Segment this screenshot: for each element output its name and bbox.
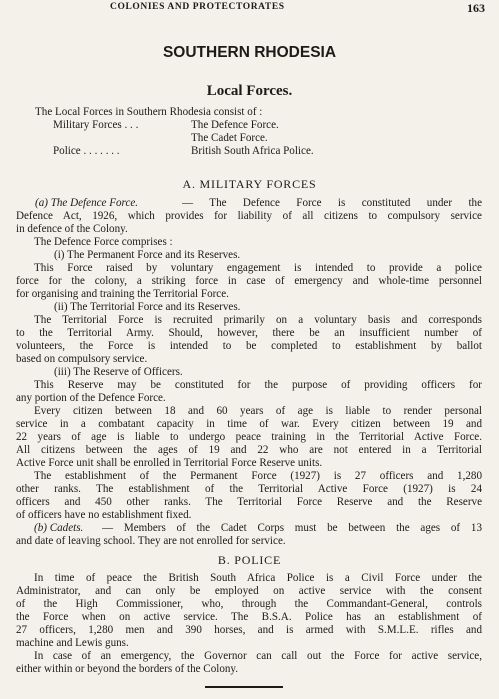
intro-row-value: The Defence Force. — [191, 119, 279, 131]
paragraph-line: force for the colony, a striking force in case of emergency and whole-time personnel — [16, 275, 482, 287]
paragraph-line: officers and 450 other ranks. The Territorial Force Reserve and the Reserve — [16, 496, 482, 508]
running-title: COLONIES AND PROTECTORATES — [110, 2, 285, 12]
paragraph-line: of the High Commissioner, who, through the Commandant-General, controls — [16, 598, 482, 610]
paragraph-line: service in a combatant capacity in time of war. Every citizen between 19 and — [16, 418, 482, 430]
intro-row-value: The Cadet Force. — [191, 132, 268, 144]
subsection-heading: (ii) The Territorial Force and its Reserves. — [54, 301, 241, 313]
paragraph-line: The Defence Force comprises : — [34, 236, 173, 248]
cadets-label: (b) Cadets. — [34, 522, 84, 534]
paragraph-line: any portion of the Defence Force. — [16, 392, 166, 404]
subsection-heading: (iii) The Reserve of Officers. — [54, 366, 183, 378]
page-header — [0, 2, 499, 16]
paragraph-line: Administrator, and can only be employed on active service with the consent — [16, 585, 482, 597]
paragraph-line: — Members of the Cadet Corps must be between the ages of 13 — [102, 522, 482, 534]
paragraph-line: Defence Act, 1926, which provides for liability of all citizens to compulsory service — [16, 210, 482, 222]
intro-lead: The Local Forces in Southern Rhodesia consist of : — [35, 106, 263, 118]
paragraph-line: 22 years of age is liable to undergo peace training in the Territorial Active Force. — [16, 431, 482, 443]
paragraph-line: either within or beyond the borders of the Colony. — [16, 663, 239, 675]
section-a-heading: A. MILITARY FORCES — [182, 177, 317, 191]
paragraph-line: Every citizen between 18 and 60 years of age is liable to render personal — [34, 405, 482, 417]
paragraph-line: In case of an emergency, the Governor can call out the Force for active service, — [34, 650, 482, 662]
paragraph-line: and date of leaving school. They are not enrolled for service. — [16, 535, 286, 547]
page-number: 163 — [467, 1, 485, 15]
paragraph-line: The establishment of the Permanent Force (1927) is 27 officers and 1,280 — [34, 470, 482, 482]
paragraph-line: In time of peace the British South Africa Police is a Civil Force under the — [34, 572, 482, 584]
paragraph-line: other ranks. The establishment of the Territorial Active Force (1927) is 24 — [16, 483, 482, 495]
paragraph-line: All citizens between the ages of 19 and 22 who are not entered in a Territorial — [16, 444, 482, 456]
defence-force-label: (a) The Defence Force. — [35, 197, 139, 209]
paragraph-line: The Territorial Force is recruited primarily on a voluntary basis and corresponds — [34, 314, 482, 326]
paragraph-line: based on compulsory service. — [16, 353, 148, 365]
subsection-heading: (i) The Permanent Force and its Reserves. — [54, 249, 241, 261]
paragraph-line: of officers have no establishment fixed. — [16, 509, 192, 521]
paragraph-line: in defence of the Colony. — [16, 223, 128, 235]
section-title: SOUTHERN RHODESIA — [162, 44, 337, 61]
intro-row-label: Police . . . . . . . — [53, 145, 120, 157]
paragraph-line: to the Territorial Army. Should, however, there be an insufficient number of — [16, 327, 482, 339]
paragraph-line: for organising and training the Territorial Force. — [16, 288, 229, 300]
intro-row-label: Military Forces . . . — [53, 119, 139, 131]
paragraph-line: Active Force unit shall be enrolled in Territorial Force Reserve units. — [16, 457, 323, 469]
paragraph-line: machine and Lewis guns. — [16, 637, 129, 649]
paragraph-line: This Force raised by voluntary engagement is intended to provide a police — [34, 262, 482, 274]
intro-row-value: British South Africa Police. — [191, 145, 314, 157]
subtitle: Local Forces. — [206, 83, 293, 99]
paragraph-line: — The Defence Force is constituted under the — [182, 197, 482, 209]
end-rule — [205, 686, 283, 688]
section-b-heading: B. POLICE — [217, 553, 282, 567]
paragraph-line: 27 officers, 1,280 men and 390 horses, and is armed with S.M.L.E. rifles and — [16, 624, 482, 636]
paragraph-line: This Reserve may be constituted for the purpose of providing officers for — [34, 379, 482, 391]
paragraph-line: the Force when on active service. The B.S.A. Police has an establishment of — [16, 611, 482, 623]
paragraph-line: volunteers, the Force is intended to be completed to establishment by ballot — [16, 340, 482, 352]
